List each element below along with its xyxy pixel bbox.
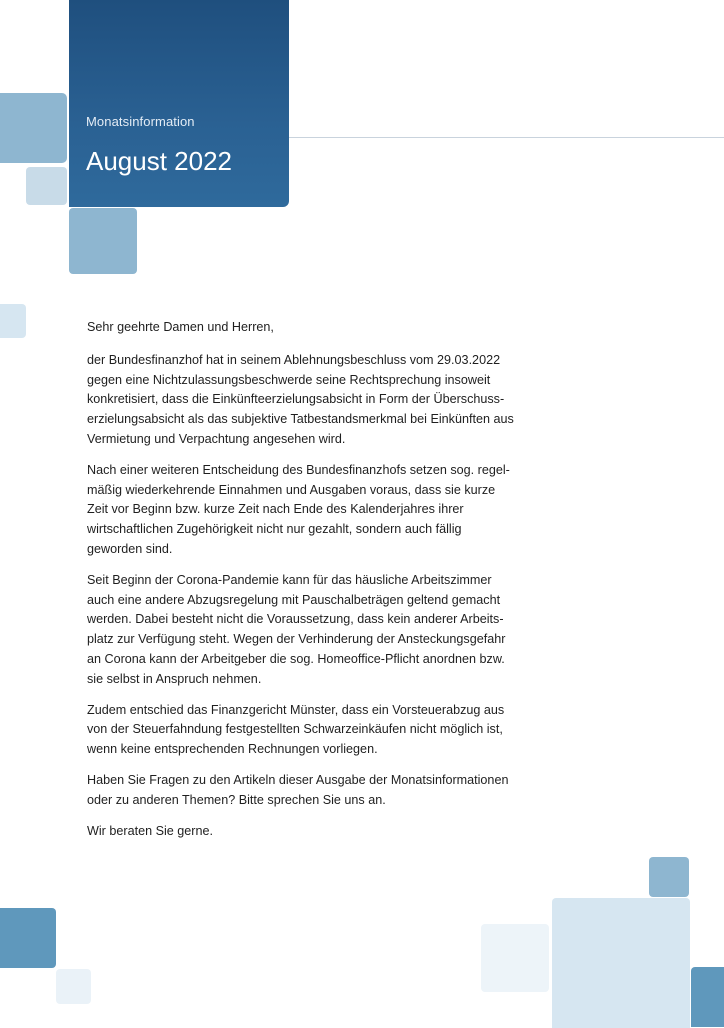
decor-square-bottom-left-small [56,969,91,1004]
paragraph-3: Seit Beginn der Corona-Pandemie kann für das häusliche Arbeitszimmer auch eine andere Abzugsregelung mit Pauschalbeträgen geltend gemacht werden. Dabei besteht nicht die Voraussetzung, dass kein anderer Arbeitsplatz zur Verfügung steht. Wegen der Verhinderung der Ansteckungsgefahr an Corona kann der Arbeitgeber die sog. Homeoffice-Pflicht anordnen bzw. sie selbst in Anspruch nehmen. [87,572,506,686]
letter-body [87,318,519,852]
decor-square-bottom-right-small [649,857,689,897]
decor-square-left-small [26,167,67,205]
decor-square-left-mid [0,304,26,338]
decor-square-left-top [0,93,67,163]
paragraph-1: der Bundesfinanzhof hat in seinem Ablehnungsbeschluss vom 29.03.2022 gegen eine Nichtzulassungsbeschwerde seine Rechtsprechung insoweit konkretisiert, dass die Einkünfteerzielungsabsicht in Form der Überschusserzielungsabsicht als das subjektive Tatbestandsmerkmal bei Einkünften aus Vermietung und Verpachtung angesehen wird. [87,352,514,446]
decor-square-bottom-right-large [552,898,690,1028]
closing-offer: Wir beraten Sie gerne. [87,823,213,838]
paragraph-4: Zudem entschied das Finanzgericht Münster, dass ein Vorsteuerabzug aus von der Steuerfahndung festgestellten Schwarzeinkäufen nicht möglich ist, wenn keine entsprechenden Rechnungen vorliegen. [87,702,505,757]
decor-square-bottom-left-large [0,908,56,968]
decor-square-under-banner [69,208,137,274]
decor-square-bottom-right-edge [691,967,724,1027]
paragraph-2: Nach einer weiteren Entscheidung des Bundesfinanzhofs setzen sog. regelmäßig wiederkehrende Einnahmen und Ausgaben voraus, dass sie kurze Zeit vor Beginn bzw. kurze Zeit nach Ende des Kalenderjahres ihrer wirtschaftlichen Zugehörigkeit nicht nur gezahlt, sondern auch fällig geworden sind. [87,462,510,556]
closing-question: Haben Sie Fragen zu den Artikeln dieser Ausgabe der Monatsinformationen oder zu anderen Themen? Bitte sprechen Sie uns an. [87,772,509,807]
page-title: August 2022 [86,146,233,176]
header-kicker: Monatsinformation [86,114,195,129]
decor-square-bottom-right-pale [481,924,549,992]
salutation: Sehr geehrte Damen und Herren, [87,320,274,334]
